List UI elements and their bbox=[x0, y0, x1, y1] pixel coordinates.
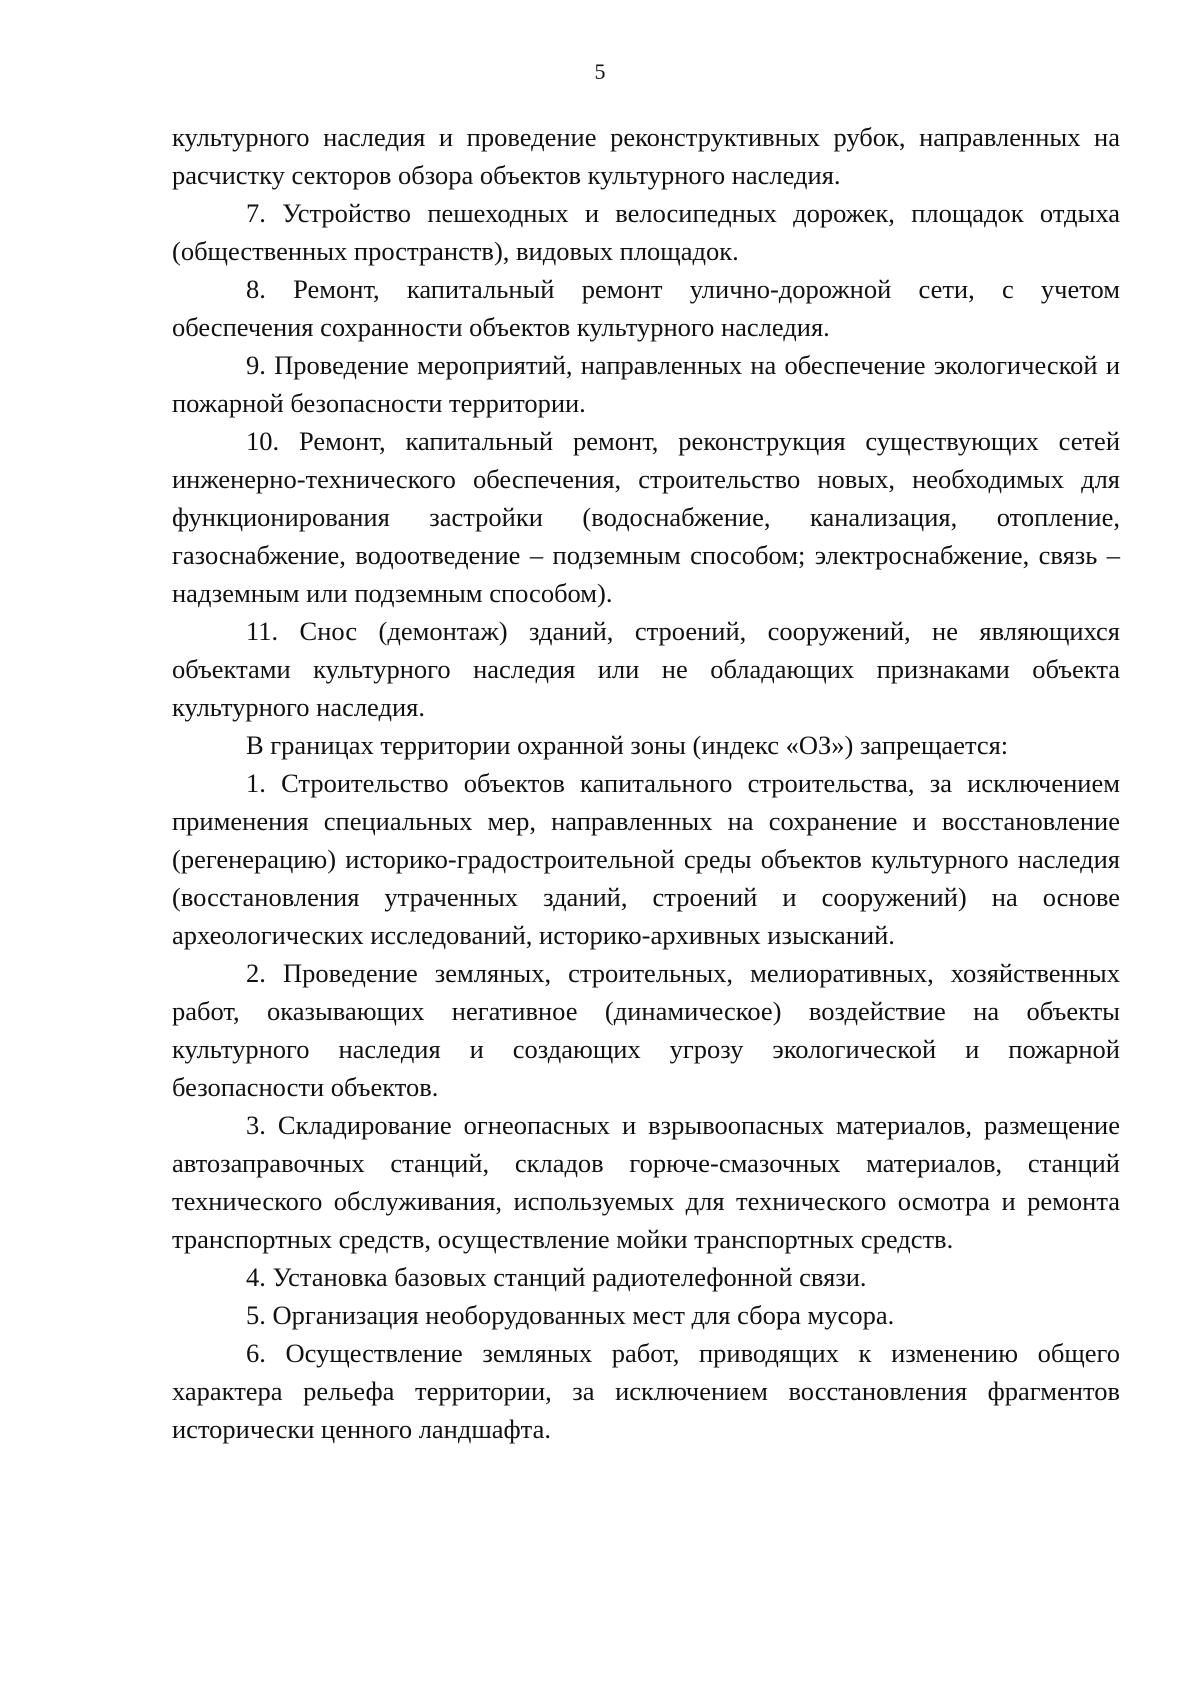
oz-item-6: 6. Осуществление земляных работ, приводящих к изменению общего характера рельефа территории, за исключением восстановления фрагментов исторически ценного ландшафта. bbox=[172, 1338, 1120, 1444]
page-number: 5 bbox=[594, 59, 606, 84]
oz-item-3: 3. Складирование огнеопасных и взрывоопасных материалов, размещение автозаправочных станций, складов горюче-смазочных материалов, станций технического обслуживания, используемых для технического осмотра и ремонта транспортных средств, осуществление мойки транспортных средств. bbox=[172, 1110, 1120, 1254]
oz-item-2: 2. Проведение земляных, строительных, мелиоративных, хозяйственных работ, оказывающих негативное (динамическое) воздействие на объекты культурного наследия и создающих угрозу экологической и пожарной безопасности объектов. bbox=[172, 958, 1120, 1102]
list-item-8: 8. Ремонт, капитальный ремонт улично-дорожной сети, с учетом обеспечения сохранности объектов культурного наследия. bbox=[172, 274, 1120, 342]
list-item-11: 11. Снос (демонтаж) зданий, строений, сооружений, не являющихся объектами культурного наследия или не обладающих признаками объекта культурного наследия. bbox=[172, 616, 1120, 722]
paragraph-continuation: культурного наследия и проведение реконструктивных рубок, направленных на расчистку секторов обзора объектов культурного наследия. bbox=[172, 122, 1120, 190]
oz-item-1: 1. Строительство объектов капитального строительства, за исключением применения специальных мер, направленных на сохранение и восстановление (регенерацию) историко-градостроительной среды объектов культурного наследия (восстановления утраченных зданий, строений и сооружений) на основе археологических исследований, историко-архивных изысканий. bbox=[172, 768, 1120, 950]
oz-item-4: 4. Установка базовых станций радиотелефонной связи. bbox=[246, 1262, 867, 1292]
list-item-9: 9. Проведение мероприятий, направленных на обеспечение экологической и пожарной безопасности территории. bbox=[172, 350, 1120, 418]
section-intro-oz: В границах территории охранной зоны (индекс «ОЗ») запрещается: bbox=[246, 730, 1009, 760]
list-item-10: 10. Ремонт, капитальный ремонт, реконструкция существующих сетей инженерно-технического обеспечения, строительство новых, необходимых для функционирования застройки (водоснабжение, канализация, отопление, газоснабжение, водоотведение – подземным способом; электроснабжение, связь – надземным или подземным способом). bbox=[172, 426, 1120, 608]
oz-item-5: 5. Организация необорудованных мест для сбора мусора. bbox=[246, 1300, 895, 1330]
document-body bbox=[172, 118, 1120, 1448]
list-item-7: 7. Устройство пешеходных и велосипедных дорожек, площадок отдыха (общественных пространств), видовых площадок. bbox=[172, 198, 1120, 266]
